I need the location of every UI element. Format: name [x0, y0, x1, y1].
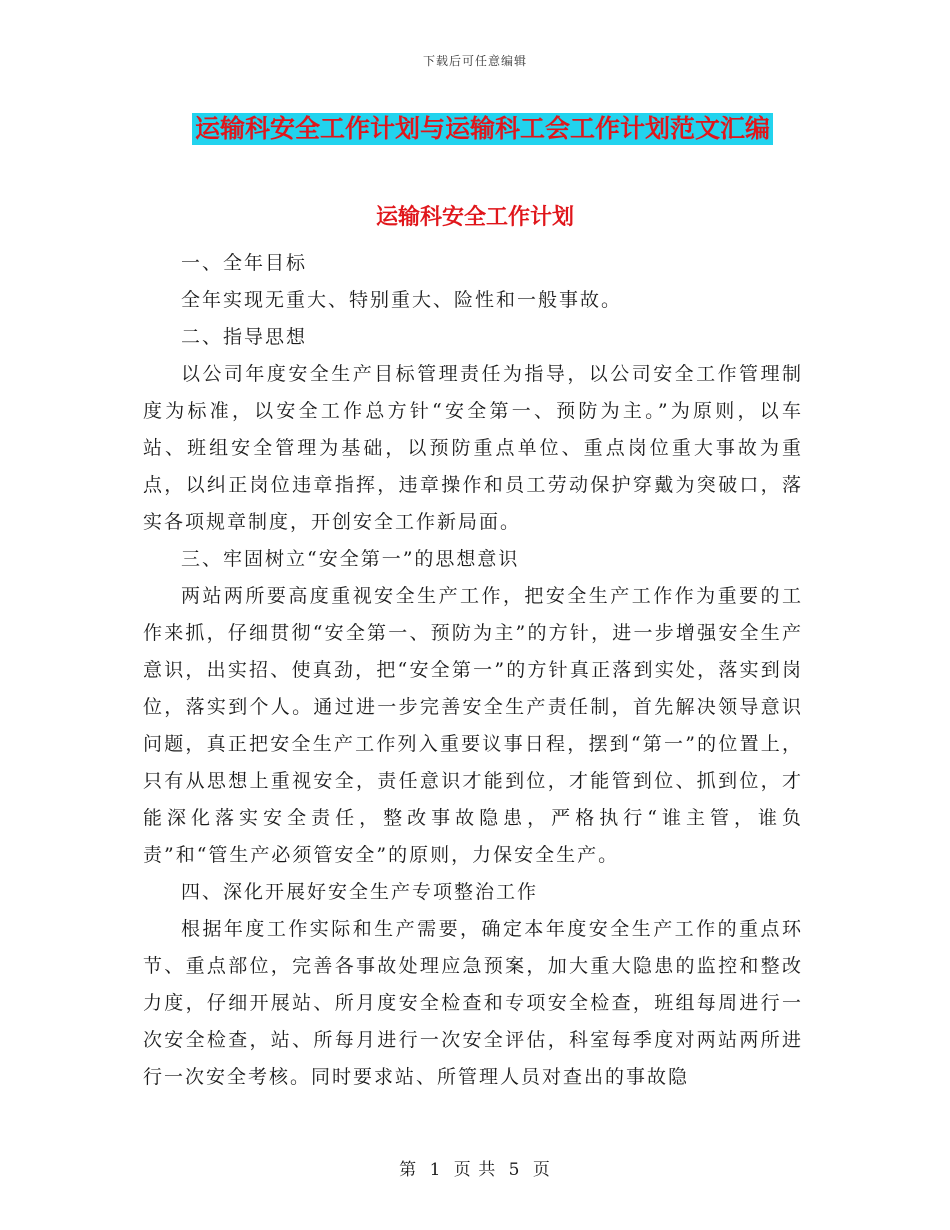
paragraph-safety-first: 两站两所要高度重视安全生产工作，把安全生产工作作为重要的工作来抓，仔细贯彻“安全第一、预防为主”的方针，进一步增强安全生产意识，出实招、使真劲，把“安全第一”的方针真正落到实处，落实到岗位，落实到个人。通过进一步完善安全生产责任制，首先解决领导意识问题，真正把安全生产工作列入重要议事日程，摆到“第一”的位置上，只有从思想上重视安全，责任意识才能到位，才能管到位、抓到位，才能深化落实安全责任，整改事故隐患，严格执行“谁主管，谁负责”和“管生产必须管安全”的原则，力保安全生产。	[143, 585, 803, 866]
heading-goal: 一、全年目标	[181, 252, 308, 274]
heading-safety-first: 三、牢固树立“安全第一”的思想意识	[181, 548, 520, 570]
total-page-number: 5	[508, 1160, 521, 1180]
section-title: 运输科安全工作计划	[375, 205, 574, 230]
paragraph-special-rectification: 根据年度工作实际和生产需要，确定本年度安全生产工作的重点环节、重点部位，完善各事故处理应急预案，加大重大隐患的监控和整改力度，仔细开展站、所月度安全检查和专项安全检查，班组每周进行一次安全检查，站、所每月进行一次安全评估，科室每季度对两站两所进行一次安全考核。同时要求站、所管理人员对查出的事故隐	[143, 918, 803, 1088]
footer-prefix: 第	[399, 1160, 418, 1180]
document-title: 运输科安全工作计划与运输科工会工作计划范文汇编	[192, 113, 773, 145]
heading-guiding-idea: 二、指导思想	[181, 326, 308, 348]
heading-special-rectification: 四、深化开展好安全生产专项整治工作	[181, 881, 539, 903]
page-footer	[0, 1155, 950, 1180]
document-body	[143, 245, 803, 1096]
header-note: 下载后可任意编辑	[422, 54, 527, 68]
paragraph-guiding-idea: 以公司年度安全生产目标管理责任为指导，以公司安全工作管理制度为标准，以安全工作总方针“安全第一、预防为主。”为原则，以车站、班组安全管理为基础，以预防重点单位、重点岗位重大事故为重点，以纠正岗位违章指挥，违章操作和员工劳动保护穿戴为突破口，落实各项规章制度，开创安全工作新局面。	[143, 363, 803, 533]
footer-suffix: 页	[532, 1160, 551, 1180]
paragraph-goal: 全年实现无重大、特别重大、险性和一般事故。	[181, 289, 623, 311]
footer-mid: 页 共	[453, 1160, 497, 1180]
current-page-number: 1	[429, 1160, 442, 1180]
